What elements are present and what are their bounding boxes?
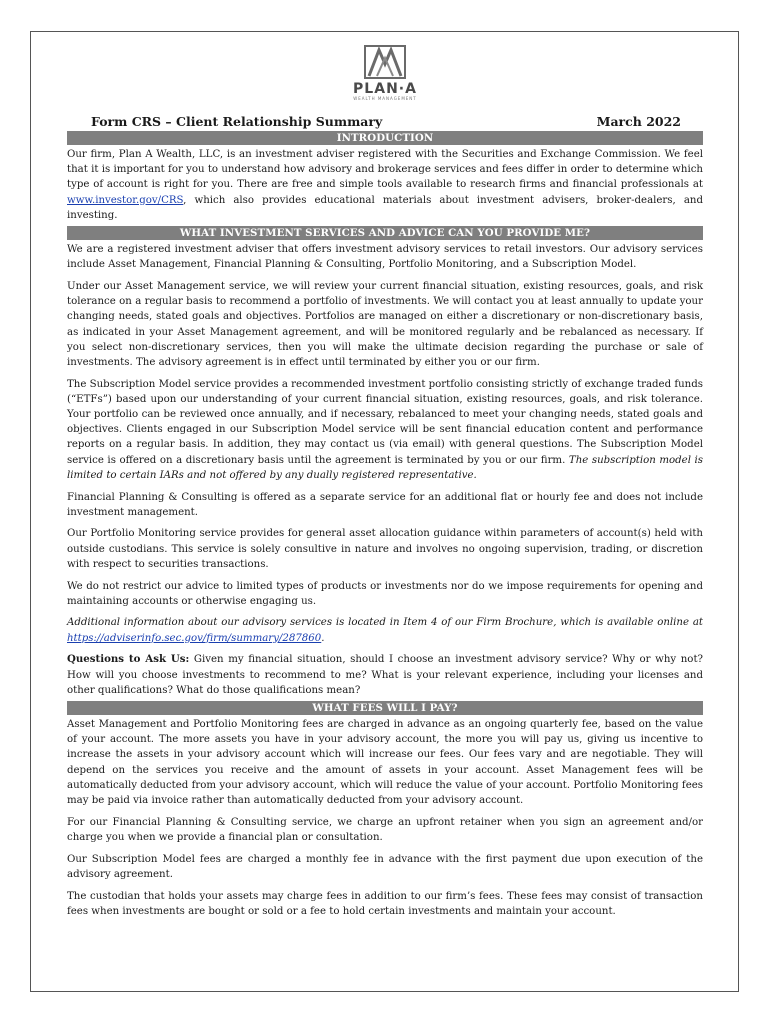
adviserinfo-link[interactable]: https://adviserinfo.sec.gov/firm/summary/287860 — [67, 632, 322, 644]
firm-logo — [340, 44, 430, 108]
questions-to-ask-paragraph: Questions to Ask Us: Given my financial situation, should I choose an investment advisory service? Why or why not? How will you choose investments to recommend to me? What is your relevant experience, including your licenses and other qualifications? What do those qualifications mean? — [67, 653, 704, 696]
form-title: Form CRS – Client Relationship Summary — [91, 114, 383, 129]
services-paragraph-portfolio-monitoring: Our Portfolio Monitoring service provides for general asset allocation guidance within parameters of account(s) held with outside custodians. This service is solely consultive in nature and involves no ongoing supervision, trading, or discretion with respect to securities transactions. — [67, 528, 703, 570]
document-header — [67, 114, 703, 131]
questions-label: Questions to Ask Us: — [67, 653, 190, 666]
section-heading-introduction: INTRODUCTION — [67, 131, 703, 145]
services-paragraph-additional-info: Additional information about our advisory services is located in Item 4 of our Firm Brochure, which is available online at https://adviserinfo.sec.gov/firm/summary/287860. — [67, 617, 703, 644]
plan-a-logo-icon — [363, 44, 407, 80]
section-heading-fees: WHAT FEES WILL I PAY? — [67, 701, 703, 715]
logo-wordmark: PLAN·A — [353, 81, 417, 97]
services-paragraph-subscription-model: The Subscription Model service provides a recommended investment portfolio consisting strictly of exchange traded funds (“ETFs”) based upon our understanding of your current financial situation, existing resources, goals, and risk tolerance. Your portfolio can be reviewed once annually, and if necessary, rebalanced to meet your changing needs, stated goals and objectives. Clients engaged in our Subscription Model service will be sent financial education content and performance reports on a regular basis. In addition, they may contact us (via email) with general questions. The Subscription Model service is offered on a discretionary basis until the agreement is terminated by you or our firm. The subscription model is limited to certain IARs and not offered by any dually registered representative. — [67, 378, 703, 481]
logo-tagline: WEALTH MANAGEMENT — [353, 96, 417, 101]
services-paragraph-overview: We are a registered investment adviser that offers investment advisory services to retail investors. Our advisory services include Asset Management, Financial Planning & Consulting, Portfolio Monitoring, and a Subscription Model. — [67, 244, 703, 271]
services-paragraph-financial-planning: Financial Planning & Consulting is offered as a separate service for an additional flat or hourly fee and does not include investment management. — [67, 491, 703, 518]
fees-paragraph-asset-management: Asset Management and Portfolio Monitoring fees are charged in advance as an ongoing quarterly fee, based on the value of your account. The more assets you have in your advisory account, the more you will pay us, giving us incentive to increase the assets in your advisory account which will increase our fees. Our fees vary and are negotiable. They will depend on the services you receive and the amount of assets in your account. Asset Management fees will be automatically deducted from your advisory account, which will reduce the value of your account. Portfolio Monitoring fees may be paid via invoice rather than automatically deducted from your advisory account. — [67, 719, 703, 807]
investor-gov-link[interactable]: www.investor.gov/CRS — [67, 194, 184, 206]
fees-paragraph-financial-planning: For our Financial Planning & Consulting service, we charge an upfront retainer when you sign an agreement and/or charge you when we provide a financial plan or consultation. — [67, 816, 703, 843]
form-date: March 2022 — [596, 114, 681, 129]
document-body — [67, 114, 703, 919]
intro-paragraph: Our firm, Plan A Wealth, LLC, is an investment adviser registered with the Securities and Exchange Commission. We feel that it is important for you to understand how advisory and brokerage services and fees differ in order to determine which type of account is right for you. There are free and simple tools available to research firms and financial professionals at www.investor.gov/CRS, which also provides educational materials about investment advisers, broker-dealers, and investing. — [67, 149, 703, 221]
services-paragraph-restrictions: We do not restrict our advice to limited types of products or investments nor do we impose requirements for opening and maintaining accounts or otherwise engaging us. — [67, 580, 703, 607]
fees-paragraph-subscription: Our Subscription Model fees are charged a monthly fee in advance with the first payment due upon execution of the advisory agreement. — [67, 853, 703, 880]
fees-paragraph-custodian: The custodian that holds your assets may charge fees in addition to our firm’s fees. These fees may consist of transaction fees when investments are bought or sold or a fee to hold certain investments and maintain your account. — [67, 890, 703, 917]
services-paragraph-asset-management: Under our Asset Management service, we will review your current financial situation, existing resources, goals, and risk tolerance on a regular basis to recommend a portfolio of investments. We will contact you at least annually to update your changing needs, stated goals and objectives. Portfolios are managed on either a discretionary or non-discretionary basis, as indicated in your Asset Management agreement, and will be monitored regularly and be rebalanced as necessary. If you select non-discretionary services, then you will make the ultimate decision regarding the purchase or sale of investments. The advisory agreement is in effect until terminated by either you or our firm. — [67, 280, 703, 368]
section-heading-services: WHAT INVESTMENT SERVICES AND ADVICE CAN YOU PROVIDE ME? — [67, 226, 703, 240]
